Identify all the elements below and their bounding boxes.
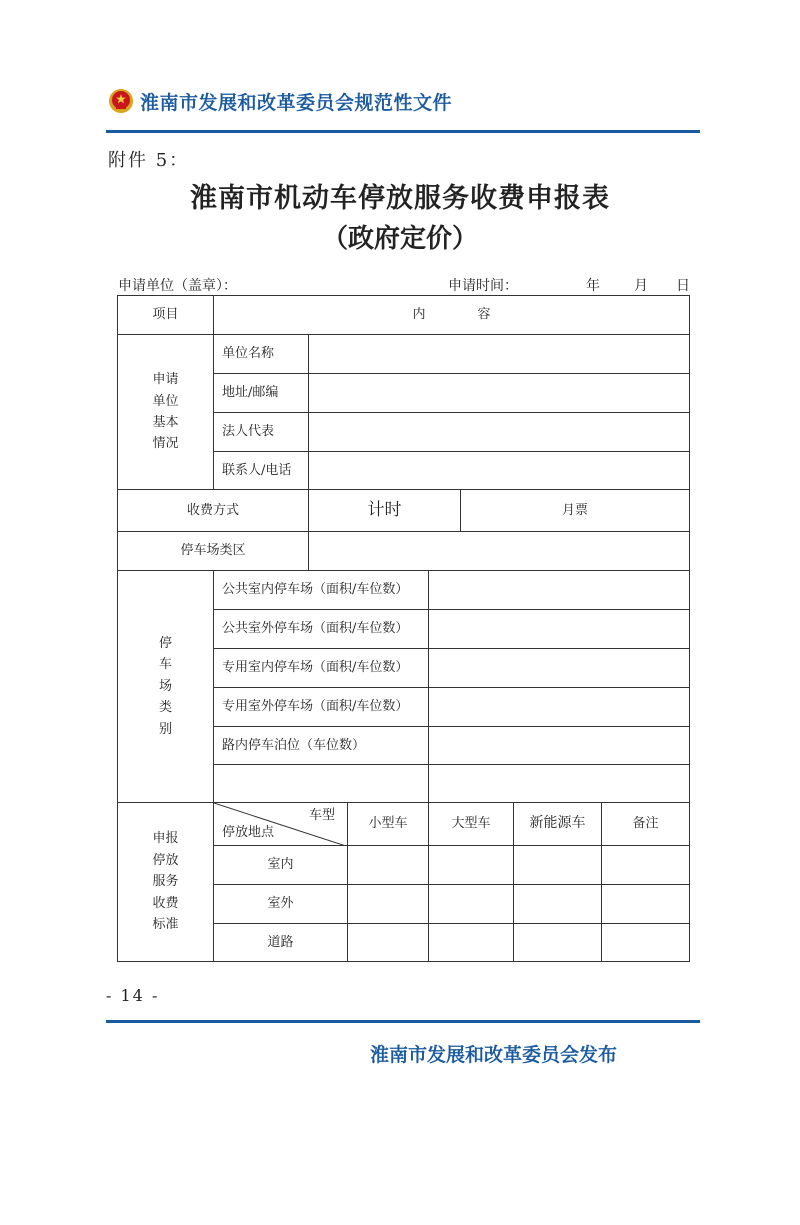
day-label: 日 [676,278,690,294]
header-title: 淮南市发展和改革委员会规范性文件 [140,91,453,114]
indoor-large-field[interactable] [428,845,514,885]
contact-label: 联系人/电话 [213,451,309,490]
road-large-field[interactable] [428,923,514,962]
national-emblem-icon [108,88,134,114]
lot-public-indoor-field[interactable] [428,570,690,610]
month-label: 月 [634,278,648,294]
lot-private-indoor-label: 专用室内停车场（面积/车位数） [213,648,429,688]
lot-private-outdoor-label: 专用室外停车场（面积/车位数） [213,687,429,727]
road-newenergy-field[interactable] [513,923,602,962]
unit-name-field[interactable] [308,334,690,374]
col-remarks: 备注 [601,802,690,846]
fee-hourly-option[interactable]: 计时 [308,489,461,532]
row-outdoor-label: 室外 [213,884,348,924]
lot-category-group-cell: 停 车 场 类 别 [117,570,214,803]
lot-area-field[interactable] [308,531,690,571]
publisher-footer: 淮南市发展和改革委员会发布 [370,1044,618,1066]
row-indoor-label: 室内 [213,845,348,885]
apply-unit-label: 申请单位（盖章）： [118,278,237,294]
header-divider [106,130,700,133]
col-large-car: 大型车 [428,802,514,846]
lot-public-indoor-label: 公共室内停车场（面积/车位数） [213,570,429,610]
outdoor-newenergy-field[interactable] [513,884,602,924]
col-new-energy-car: 新能源车 [513,802,602,846]
lot-onstreet-field[interactable] [428,726,690,765]
contact-field[interactable] [308,451,690,490]
address-field[interactable] [308,373,690,413]
col-small-car: 小型车 [347,802,429,846]
indoor-remarks-field[interactable] [601,845,690,885]
lot-public-outdoor-field[interactable] [428,609,690,649]
lot-public-outdoor-label: 公共室外停车场（面积/车位数） [213,609,429,649]
apply-time-label: 申请时间： [448,278,518,294]
page-number: - 14 - [106,986,160,1005]
lot-onstreet-label: 路内停车泊位（车位数） [213,726,429,765]
header-item-cell: 项目 [117,295,214,335]
fee-method-label: 收费方式 [117,489,309,532]
lot-blank-label [213,764,429,803]
fee-monthly-option[interactable]: 月票 [460,489,690,532]
address-label: 地址/邮编 [213,373,309,413]
lot-area-label: 停车场类区 [117,531,309,571]
road-small-field[interactable] [347,923,429,962]
indoor-small-field[interactable] [347,845,429,885]
unit-name-label: 单位名称 [213,334,309,374]
vehicle-type-header: 车型 [308,808,335,823]
legal-rep-label: 法人代表 [213,412,309,452]
basic-info-group-cell: 申请 单位 基本 情况 [117,334,214,490]
lot-private-outdoor-field[interactable] [428,687,690,727]
outdoor-small-field[interactable] [347,884,429,924]
footer-divider [106,1020,700,1023]
document-subtitle: （政府定价） [321,224,478,254]
outdoor-remarks-field[interactable] [601,884,690,924]
document-title: 淮南市机动车停放服务收费申报表 [190,183,610,214]
diagonal-header-cell [213,802,348,846]
indoor-newenergy-field[interactable] [513,845,602,885]
lot-private-indoor-field[interactable] [428,648,690,688]
fee-standard-group-cell: 申报 停放 服务 收费 标准 [117,802,214,962]
header-content-cell: 内 容 [213,295,690,335]
road-remarks-field[interactable] [601,923,690,962]
row-road-label: 道路 [213,923,348,962]
parking-location-header: 停放地点 [222,824,275,840]
legal-rep-field[interactable] [308,412,690,452]
document-header [108,86,452,116]
year-label: 年 [586,278,600,294]
attachment-label: 附件 5： [108,150,190,171]
lot-blank-field[interactable] [428,764,690,803]
outdoor-large-field[interactable] [428,884,514,924]
